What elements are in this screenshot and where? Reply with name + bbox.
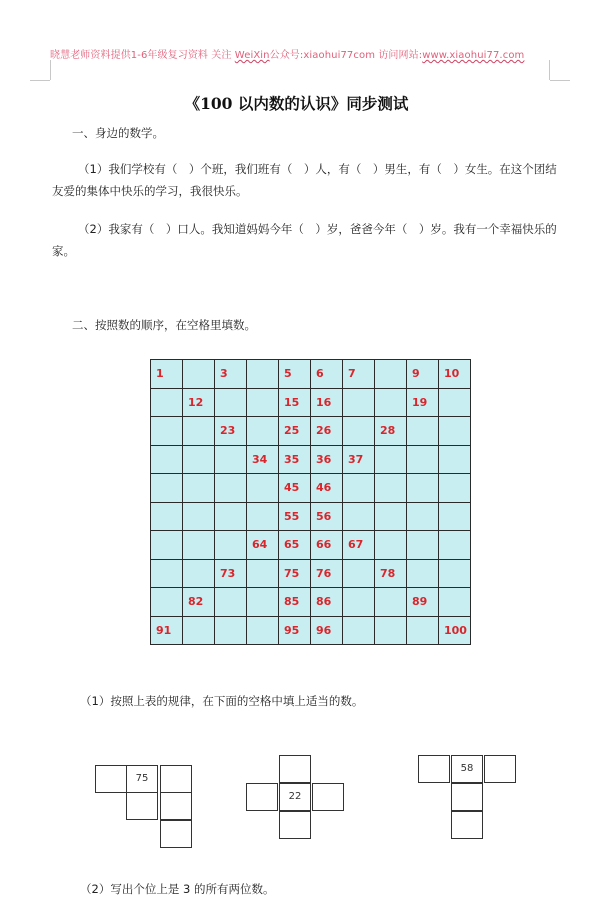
grid-cell: 76 — [311, 559, 343, 588]
puzzle-2-box — [279, 755, 311, 783]
sub-question-2: （2）写出个位上是 3 的所有两位数。 — [80, 882, 275, 896]
question-1: （1）我们学校有（ ）个班，我们班有（ ）人，有（ ）男生，有（ ）女生。在这个团结友爱的集体中快乐的学习，我很快乐。 — [52, 162, 557, 198]
grid-cell-blank[interactable] — [151, 474, 183, 503]
section-2-heading: 二、按照数的顺序，在空格里填数。 — [72, 318, 256, 332]
grid-row — [151, 616, 471, 645]
grid-cell: 55 — [279, 502, 311, 531]
grid-cell-blank[interactable] — [151, 445, 183, 474]
grid-cell: 85 — [279, 588, 311, 617]
grid-cell-blank[interactable] — [183, 360, 215, 389]
grid-row — [151, 588, 471, 617]
grid-row — [151, 474, 471, 503]
grid-cell-blank[interactable] — [407, 445, 439, 474]
grid-cell-blank[interactable] — [439, 474, 471, 503]
grid-cell: 10 — [439, 360, 471, 389]
grid-cell: 26 — [311, 417, 343, 446]
grid-cell-blank[interactable] — [343, 417, 375, 446]
grid-cell: 7 — [343, 360, 375, 389]
puzzle-2-box — [279, 811, 311, 839]
puzzle-3-box — [451, 783, 483, 811]
grid-cell: 16 — [311, 388, 343, 417]
grid-cell-blank[interactable] — [215, 588, 247, 617]
grid-cell: 25 — [279, 417, 311, 446]
grid-cell-blank[interactable] — [407, 559, 439, 588]
puzzle-2-box-given: 22 — [279, 783, 311, 811]
grid-cell-blank[interactable] — [183, 417, 215, 446]
grid-cell-blank[interactable] — [151, 417, 183, 446]
crop-mark-top-left-h — [30, 80, 50, 81]
grid-cell: 3 — [215, 360, 247, 389]
page-header — [50, 46, 524, 61]
grid-cell-blank[interactable] — [247, 474, 279, 503]
grid-cell: 12 — [183, 388, 215, 417]
header-url: www.xiaohui77.com — [422, 50, 525, 61]
grid-cell: 6 — [311, 360, 343, 389]
section-1-heading: 一、身边的数学。 — [72, 126, 164, 140]
grid-cell-blank[interactable] — [215, 502, 247, 531]
grid-cell-blank[interactable] — [343, 588, 375, 617]
grid-cell-blank[interactable] — [183, 559, 215, 588]
grid-cell-blank[interactable] — [183, 474, 215, 503]
grid-cell-blank[interactable] — [343, 388, 375, 417]
grid-cell: 34 — [247, 445, 279, 474]
grid-cell-blank[interactable] — [215, 531, 247, 560]
grid-cell: 64 — [247, 531, 279, 560]
grid-cell-blank[interactable] — [215, 445, 247, 474]
grid-cell: 37 — [343, 445, 375, 474]
grid-cell-blank[interactable] — [247, 588, 279, 617]
grid-cell-blank[interactable] — [215, 616, 247, 645]
grid-cell-blank[interactable] — [151, 502, 183, 531]
grid-cell-blank[interactable] — [407, 616, 439, 645]
header-weixin: WeiXin — [234, 50, 270, 61]
grid-cell-blank[interactable] — [375, 502, 407, 531]
grid-cell-blank[interactable] — [439, 588, 471, 617]
grid-cell-blank[interactable] — [151, 588, 183, 617]
grid-row — [151, 360, 471, 389]
grid-cell: 1 — [151, 360, 183, 389]
grid-cell-blank[interactable] — [183, 616, 215, 645]
grid-cell-blank[interactable] — [407, 474, 439, 503]
grid-cell: 5 — [279, 360, 311, 389]
grid-cell-blank[interactable] — [343, 474, 375, 503]
hundred-chart — [150, 359, 471, 645]
grid-cell: 96 — [311, 616, 343, 645]
grid-cell: 86 — [311, 588, 343, 617]
grid-cell-blank[interactable] — [247, 388, 279, 417]
page-title: 《100 以内数的认识》同步测试 — [184, 94, 409, 113]
grid-cell: 73 — [215, 559, 247, 588]
grid-cell: 45 — [279, 474, 311, 503]
grid-cell-blank[interactable] — [247, 502, 279, 531]
grid-cell-blank[interactable] — [215, 388, 247, 417]
grid-cell: 66 — [311, 531, 343, 560]
puzzle-3-box — [418, 755, 450, 783]
grid-cell: 100 — [439, 616, 471, 645]
puzzle-3-box-given: 58 — [451, 755, 483, 783]
puzzle-1-box — [160, 765, 192, 793]
grid-cell-blank[interactable] — [407, 417, 439, 446]
grid-cell: 78 — [375, 559, 407, 588]
crop-mark-top-right-h — [550, 80, 570, 81]
grid-cell-blank[interactable] — [151, 531, 183, 560]
grid-cell-blank[interactable] — [151, 388, 183, 417]
grid-cell: 9 — [407, 360, 439, 389]
grid-cell-blank[interactable] — [183, 531, 215, 560]
grid-cell-blank[interactable] — [439, 417, 471, 446]
grid-cell-blank[interactable] — [375, 588, 407, 617]
grid-cell: 91 — [151, 616, 183, 645]
crop-mark-top-left — [50, 60, 51, 80]
grid-cell-blank[interactable] — [215, 474, 247, 503]
grid-cell-blank[interactable] — [343, 616, 375, 645]
grid-row — [151, 502, 471, 531]
puzzle-2-box — [246, 783, 278, 811]
grid-row — [151, 417, 471, 446]
grid-cell-blank[interactable] — [439, 559, 471, 588]
grid-cell: 95 — [279, 616, 311, 645]
grid-cell-blank[interactable] — [247, 360, 279, 389]
grid-cell-blank[interactable] — [247, 417, 279, 446]
grid-row — [151, 559, 471, 588]
grid-cell-blank[interactable] — [439, 502, 471, 531]
grid-cell: 35 — [279, 445, 311, 474]
grid-cell: 23 — [215, 417, 247, 446]
puzzle-3-box — [451, 811, 483, 839]
grid-cell: 15 — [279, 388, 311, 417]
grid-cell: 46 — [311, 474, 343, 503]
grid-cell-blank[interactable] — [343, 502, 375, 531]
grid-cell-blank[interactable] — [407, 531, 439, 560]
grid-cell: 67 — [343, 531, 375, 560]
grid-cell: 28 — [375, 417, 407, 446]
grid-cell-blank[interactable] — [343, 559, 375, 588]
grid-cell-blank[interactable] — [247, 559, 279, 588]
grid-cell-blank[interactable] — [439, 445, 471, 474]
puzzle-3-box — [484, 755, 516, 783]
puzzle-1-box — [160, 820, 192, 848]
grid-row — [151, 531, 471, 560]
grid-cell: 36 — [311, 445, 343, 474]
grid-cell: 75 — [279, 559, 311, 588]
crop-mark-top-right — [549, 60, 550, 80]
grid-row — [151, 445, 471, 474]
grid-cell-blank[interactable] — [439, 388, 471, 417]
question-2: （2）我家有（ ）口人。我知道妈妈今年（ ）岁，爸爸今年（ ）岁。我有一个幸福快乐的家。 — [52, 222, 557, 258]
grid-cell-blank[interactable] — [375, 360, 407, 389]
puzzle-1-box — [95, 765, 127, 793]
grid-cell: 82 — [183, 588, 215, 617]
grid-cell-blank[interactable] — [183, 502, 215, 531]
puzzle-1-box — [126, 792, 158, 820]
grid-cell-blank[interactable] — [375, 531, 407, 560]
grid-cell-blank[interactable] — [375, 474, 407, 503]
grid-cell-blank[interactable] — [439, 531, 471, 560]
header-text: 晓慧老师资料提供1-6年级复习资料 关注 — [50, 50, 235, 61]
grid-cell-blank[interactable] — [407, 502, 439, 531]
puzzle-1-box-given: 75 — [126, 765, 158, 793]
grid-cell: 19 — [407, 388, 439, 417]
grid-cell-blank[interactable] — [183, 445, 215, 474]
sub-question-1: （1）按照上表的规律，在下面的空格中填上适当的数。 — [80, 694, 364, 708]
grid-cell-blank[interactable] — [375, 445, 407, 474]
header-text-2: 公众号:xiaohui77com 访问网站: — [269, 50, 423, 61]
grid-cell: 89 — [407, 588, 439, 617]
grid-cell-blank[interactable] — [151, 559, 183, 588]
grid-cell: 65 — [279, 531, 311, 560]
puzzle-2-box — [312, 783, 344, 811]
puzzle-1-box — [160, 792, 192, 820]
grid-cell-blank[interactable] — [375, 616, 407, 645]
grid-row — [151, 388, 471, 417]
grid-cell-blank[interactable] — [375, 388, 407, 417]
grid-cell-blank[interactable] — [247, 616, 279, 645]
grid-cell: 56 — [311, 502, 343, 531]
